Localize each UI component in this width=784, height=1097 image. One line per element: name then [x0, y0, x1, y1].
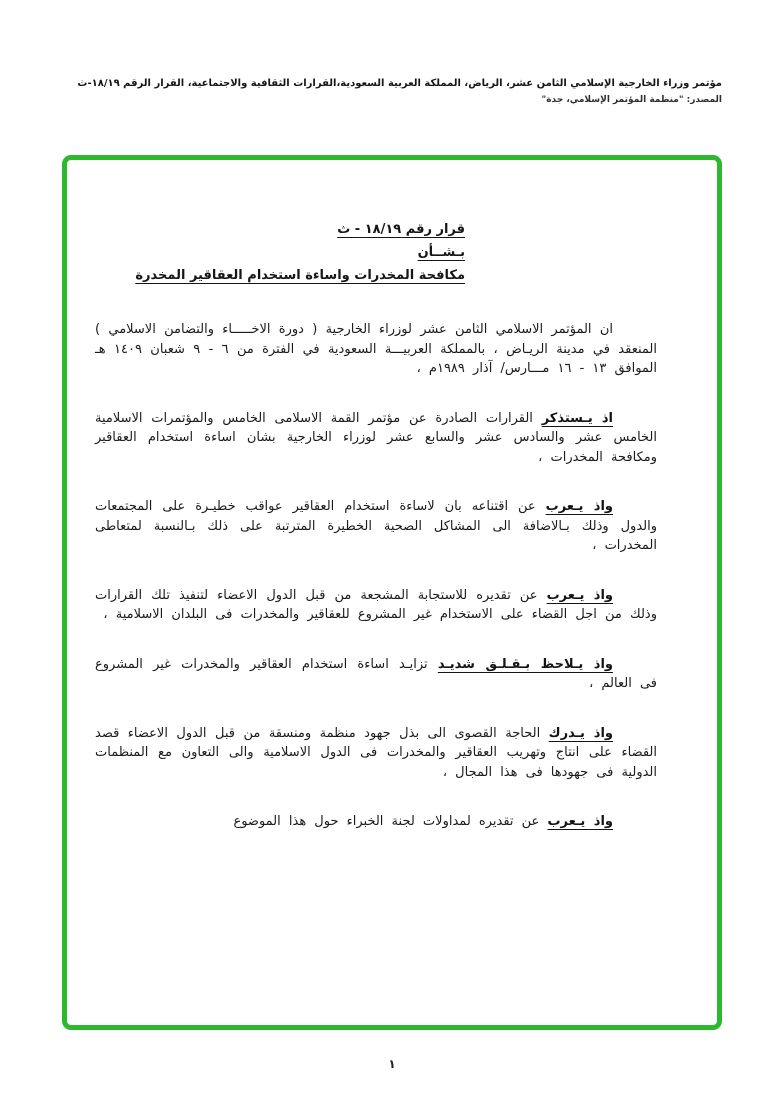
- paragraph-lead: واذ يـعرب: [545, 499, 613, 514]
- paragraph-text: عن تقديره للاستجابة المشجعة من قبل الدول الاعضاء لتنفيذ تلك القرارات وذلك من اجل القضاء على الاستخدام غير المشروع للعقاقير والمخدرات فى البلدان الاسلامية ،: [95, 587, 657, 622]
- paragraph-conviction: [95, 497, 657, 556]
- paragraph-text: الحاجة القصوى الى بذل جهود منظمة ومنسقة من قبل الدول الاعضاء قصد القضاء على انتاج وتهريب العقاقير والمخدرات فى الدول الاسلامية والى التعاون مع المنظمات الدولية فى جهودها فى هذا المجال ،: [95, 725, 657, 780]
- paragraph-lead: واذ يـعرب: [546, 587, 614, 603]
- paragraph-awareness: [95, 724, 657, 783]
- document-content: [95, 218, 657, 862]
- resolution-regarding-title: بـشــأن: [417, 245, 465, 260]
- source-line: المصدر: "منظمة المؤتمر الإسلامي، جدة": [541, 95, 722, 105]
- paragraph-lead: واذ يـعرب: [547, 814, 613, 829]
- resolution-body: [95, 320, 657, 832]
- paragraph-appreciation-response: [95, 586, 657, 625]
- paragraph-noting-concern: [95, 655, 657, 694]
- resolution-number-title: قرار رقم ١٨/١٩ - ث: [337, 222, 465, 237]
- paragraph-lead: واذ يـدرك: [548, 725, 613, 741]
- paragraph-preamble: [95, 320, 657, 379]
- paragraph-text: عن اقتناعه بان لاساءة استخدام العقاقير عواقب خطيـرة على المجتمعات والدول وذلك بـالاضافة الى المشاكل الصحية الخطيرة المترتبة على ذلك بـالنسبة لمتعاطى المخدرات ،: [95, 499, 657, 553]
- paragraph-lead: واذ يـلاحظ بـقـلـق شديـد: [437, 656, 613, 672]
- paragraph-lead: اذ يـستذكر: [541, 410, 613, 426]
- paragraph-recalling: [95, 409, 657, 468]
- document-citation-header: [56, 78, 722, 105]
- paragraph-text: القرارات الصادرة عن مؤتمر القمة الاسلامى الخامس والمؤتمرات الاسلامية الخامس عشر والسادس عشر والسابع عشر لوزراء الخارجية بشان اساءة استخدام العقاقير ومكافحة المخدرات ،: [95, 410, 657, 465]
- paragraph-text: عن تقديره لمداولات لجنة الخبراء حول هذا الموضوع: [233, 814, 548, 829]
- document-frame: [62, 155, 722, 1030]
- citation-line: مؤتمر وزراء الخارجية الإسلامي الثامن عشر، الرياض، المملكة العربية السعودية،القرارات الثقافية والاجتماعية، القرار الرقم ١٨/١٩-ث: [77, 78, 722, 89]
- resolution-title-block: [135, 218, 465, 287]
- resolution-subject-title: مكافحة المخدرات واساءة استخدام العقاقير المخدرة: [135, 268, 465, 283]
- paragraph-text: ان المؤتمر الاسلامي الثامن عشر لوزراء الخارجية ( دورة الاخـــــاء والتضامن الاسلامي ) المنعقد في مدينة الريـاض ، بالمملكة العربيـــة السعودية في الفترة من ٦ - ٩ شعبان ١٤٠٩ هـ الموافق ١٣ - ١٦ مـــارس/ آذار ١٩٨٩م ،: [95, 322, 657, 376]
- paragraph-experts-committee: [95, 812, 657, 832]
- page-number: ١: [388, 1057, 396, 1071]
- paragraph-text: تزايـد اساءة استخدام العقاقير والمخدرات غير المشروع فى العالم ،: [95, 656, 657, 691]
